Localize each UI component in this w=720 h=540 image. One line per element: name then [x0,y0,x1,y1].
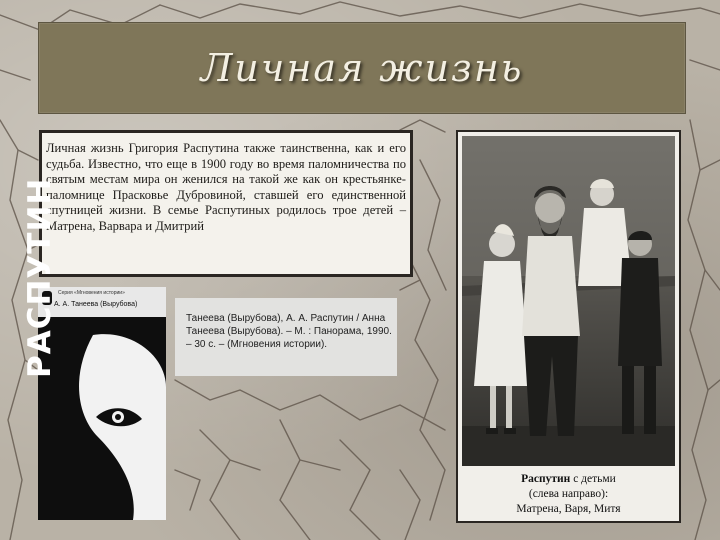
book-author: А. А. Танеева (Вырубова) [54,301,138,308]
book-title: РАСПУТИН [22,177,58,378]
caption-line-2: (слева направо): [528,488,609,500]
photo-caption [458,472,679,517]
family-photo [462,136,675,466]
slide-title: Личная жизнь [200,46,524,90]
caption-line-3: Матрена, Варя, Митя [516,503,621,515]
title-band [38,22,686,114]
bibliographic-reference [175,298,397,376]
caption-name: Распутин [521,473,571,485]
body-text: Личная жизнь Григория Распутина также таинственна, как и его судьба. Известно, что еще в 1900 году во время паломничества по святым местам мира он женился на такой же как он крестьянке-паломнице Прасковье Дубровиной, ставшей его единственной спутницей жизни. В семье Распутиных родилось трое детей – Матрена, Варвара и Дмитрий [46,141,406,233]
reference-text: Танеева (Вырубова), А. А. Распутин / Анна Танеева (Вырубова). – М. : Панорама, 1990. – 30 с. – (Мгновения истории). [186,313,392,350]
book-series: Серия «Мгновения истории» [58,290,125,296]
photo-frame [456,130,681,523]
body-text-box [39,130,413,277]
caption-text: с детьми [570,473,616,485]
